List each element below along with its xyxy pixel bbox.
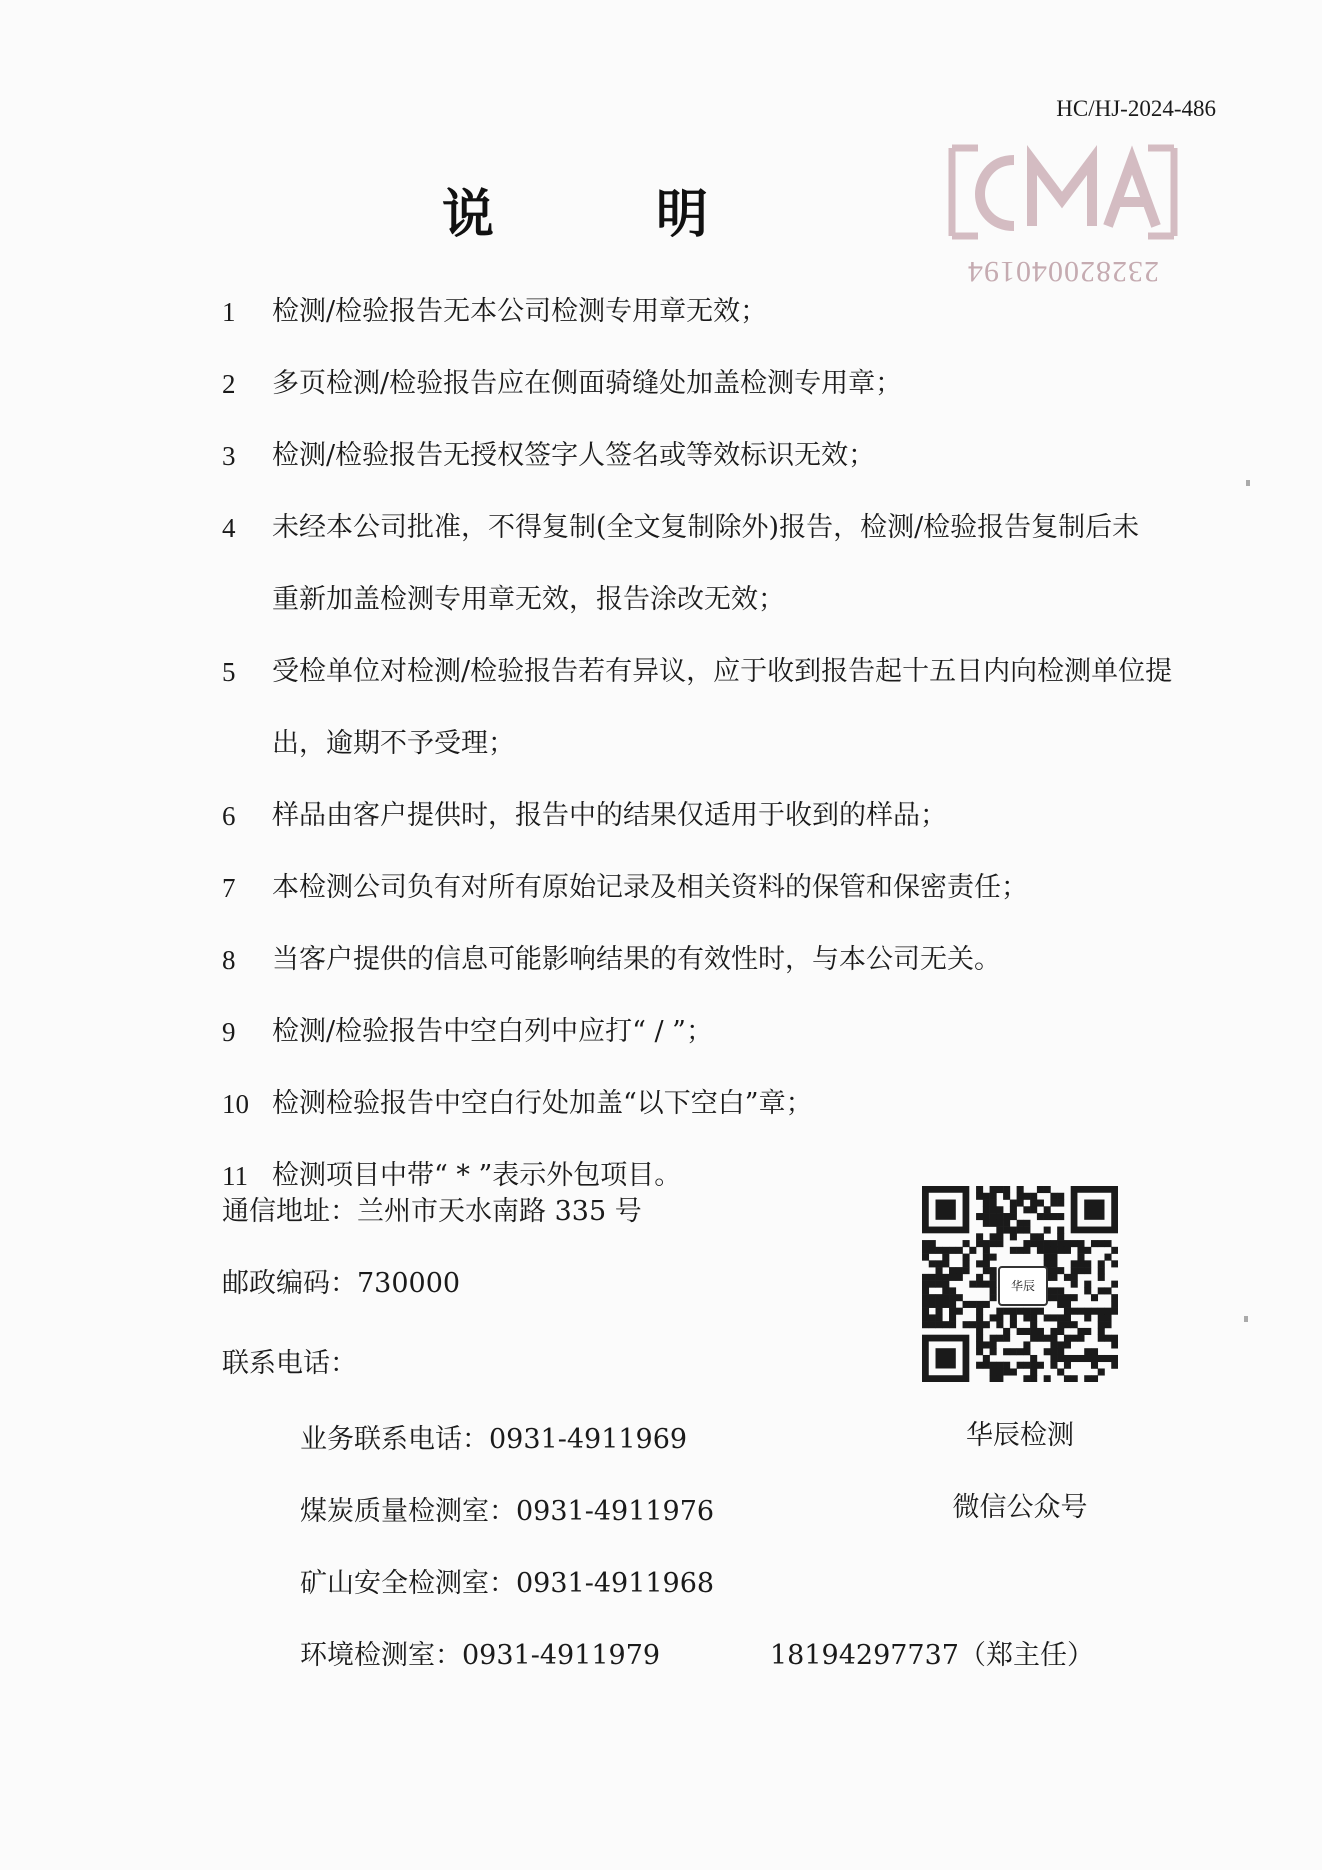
- note-text: 检测项目中带“ * ”表示外包项目。: [272, 1160, 682, 1191]
- list-item: [222, 780, 1182, 852]
- page-title: 说 明: [441, 185, 781, 245]
- note-text: 本检测公司负有对所有原始记录及相关资料的保管和保密责任；: [272, 872, 1028, 903]
- note-text: 受检单位对检测/检验报告若有异议，应于收到报告起十五日内向检测单位提出，逾期不予受理；: [272, 656, 1173, 759]
- notes-list: [222, 276, 1182, 1212]
- qr-logo: 华辰: [998, 1266, 1048, 1306]
- list-item: [222, 924, 1182, 996]
- qr-account-subtitle: 微信公众号: [952, 1492, 1088, 1523]
- list-item: [222, 276, 1182, 348]
- mine-lab-phone: 矿山安全检测室：0931-4911968: [300, 1568, 715, 1599]
- business-phone: 业务联系电话：0931-4911969: [300, 1424, 688, 1455]
- note-number: 9: [222, 1017, 236, 1047]
- note-text: 检测/检验报告中空白列中应打“ / ”；: [272, 1016, 713, 1047]
- list-item: [222, 420, 1182, 492]
- note-text: 检测/检验报告无本公司检测专用章无效；: [272, 296, 768, 327]
- note-text: 未经本公司批准，不得复制(全文复制除外)报告，检测/检验报告复制后未重新加盖检测专用章无效，报告涂改无效；: [272, 512, 1140, 615]
- note-number: 11: [222, 1161, 248, 1191]
- contact-info: [222, 1176, 922, 1400]
- note-number: 6: [222, 801, 236, 831]
- list-item: [222, 996, 1182, 1068]
- note-number: 4: [222, 513, 236, 543]
- document-code: HC/HJ-2024-486: [1056, 96, 1216, 121]
- qr-account-name: 华辰检测: [966, 1420, 1074, 1451]
- list-item: [222, 636, 1192, 780]
- scan-speck: [1244, 1316, 1248, 1322]
- env-lab-line: [300, 1620, 1200, 1692]
- phone-heading: 联系电话：: [222, 1348, 357, 1379]
- note-text: 检测检验报告中空白行处加盖“以下空白”章；: [272, 1088, 813, 1119]
- note-text: 样品由客户提供时，报告中的结果仅适用于收到的样品；: [272, 800, 947, 831]
- seal-number: 232820040194: [967, 255, 1159, 288]
- qr-code: [922, 1186, 1118, 1382]
- note-number: 10: [222, 1089, 249, 1119]
- list-item: [222, 852, 1182, 924]
- list-item: [222, 348, 1182, 420]
- note-number: 3: [222, 441, 236, 471]
- director-phone: 18194297737（郑主任）: [770, 1640, 1094, 1671]
- note-number: 7: [222, 873, 236, 903]
- coal-lab-phone: 煤炭质量检测室：0931-4911976: [300, 1496, 715, 1527]
- note-number: 8: [222, 945, 236, 975]
- note-text: 当客户提供的信息可能影响结果的有效性时，与本公司无关。: [272, 944, 1001, 975]
- postal-code: 邮政编码：730000: [222, 1268, 461, 1299]
- address: 通信地址：兰州市天水南路 335 号: [222, 1196, 642, 1227]
- note-text: 多页检测/检验报告应在侧面骑缝处加盖检测专用章；: [272, 368, 903, 399]
- list-item: [222, 1068, 1182, 1140]
- list-item: [222, 492, 1152, 636]
- note-number: 2: [222, 369, 236, 399]
- note-text: 检测/检验报告无授权签字人签名或等效标识无效；: [272, 440, 876, 471]
- note-number: 5: [222, 657, 236, 687]
- env-lab-phone: 环境检测室：0931-4911979: [300, 1640, 661, 1671]
- note-number: 1: [222, 297, 236, 327]
- scan-speck: [1246, 480, 1250, 486]
